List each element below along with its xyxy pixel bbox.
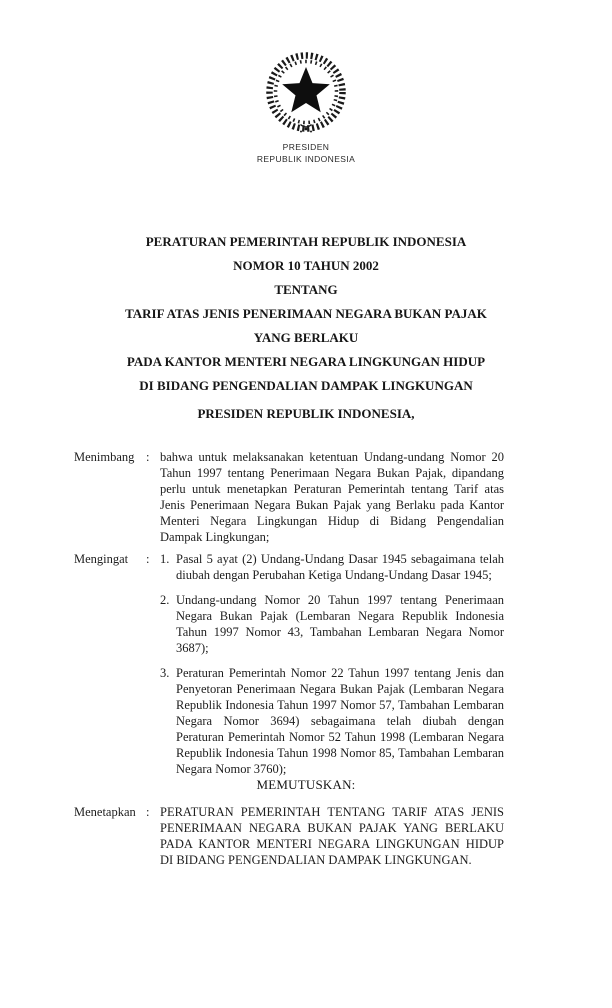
title-line-3: TENTANG [274, 282, 338, 297]
title-line-5: YANG BERLAKU [253, 330, 359, 345]
letterhead-presiden: PRESIDEN [282, 142, 330, 152]
menimbang-text: bahwa untuk melaksanakan ketentuan Undang-undang Nomor 20 Tahun 1997 tentang Penerimaan Negara Bukan Pajak, dipandang perlu untuk menetapkan Peraturan Pemerintah tentang Tarif atas Jenis Penerimaan Negara Bukan Pajak yang Berlaku pada Kantor Menteri Negara Lingkungan Hidup di Bidang Pengendalian Dampak Lingkungan; [160, 450, 504, 544]
presidential-seal-icon [258, 52, 354, 138]
title-line-2: NOMOR 10 TAHUN 2002 [233, 258, 379, 273]
title-line-4: TARIF ATAS JENIS PENERIMAAN NEGARA BUKAN PAJAK [125, 306, 487, 321]
section-menetapkan [74, 804, 504, 868]
title-line-1: PERATURAN PEMERINTAH REPUBLIK INDONESIA [145, 234, 467, 249]
mengingat-label: Mengingat [74, 552, 129, 566]
preamble-heading: PRESIDEN REPUBLIK INDONESIA, [197, 406, 415, 421]
section-menimbang [74, 449, 504, 545]
letterhead [0, 52, 612, 165]
menetapkan-label: Menetapkan [74, 805, 136, 819]
letterhead-republik-indonesia: REPUBLIK INDONESIA [256, 154, 356, 164]
item-number: 2. [160, 593, 170, 607]
mengingat-colon: : [146, 552, 150, 566]
menetapkan-colon: : [146, 805, 150, 819]
regulation-title [0, 230, 612, 398]
item-text: Undang-undang Nomor 20 Tahun 1997 tentang Penerimaan Negara Bukan Pajak (Lembaran Negara Republik Indonesia Tahun 1997 Nomor 43, Tambahan Lembaran Negara Nomor 3687); [176, 593, 504, 655]
item-number: 3. [160, 666, 170, 680]
mengingat-list [160, 551, 504, 777]
memutuskan-heading: MEMUTUSKAN: [256, 777, 356, 792]
list-item [160, 551, 504, 583]
item-number: 1. [160, 552, 170, 566]
title-line-7: DI BIDANG PENGENDALIAN DAMPAK LINGKUNGAN [139, 378, 473, 393]
menimbang-colon: : [146, 450, 150, 464]
menetapkan-text: PERATURAN PEMERINTAH TENTANG TARIF ATAS JENIS PENERIMAAN NEGARA BUKAN PAJAK YANG BERLAKU PADA KANTOR MENTERI NEGARA LINGKUNGAN HIDUP DI BIDANG PENGENDALIAN DAMPAK LINGKUNGAN. [160, 805, 504, 867]
list-item [160, 592, 504, 656]
section-mengingat [74, 551, 504, 777]
title-line-6: PADA KANTOR MENTERI NEGARA LINGKUNGAN HIDUP [126, 354, 486, 369]
list-item [160, 665, 504, 777]
item-text: Peraturan Pemerintah Nomor 22 Tahun 1997 tentang Jenis dan Penyetoran Penerimaan Negara Bukan Pajak (Lembaran Negara Republik Indonesia Tahun 1997 Nomor 57, Tambahan Lembaran Negara Nomor 3694) sebagaimana telah diubah dengan Peraturan Pemerintah Nomor 52 Tahun 1998 (Lembaran Negara Republik Indonesia Tahun 1998 Nomor 85, Tambahan Lembaran Negara Nomor 3760); [176, 666, 504, 776]
item-text: Pasal 5 ayat (2) Undang-Undang Dasar 1945 sebagaimana telah diubah dengan Perubahan Ketiga Undang-Undang Dasar 1945; [176, 552, 504, 582]
menimbang-label: Menimbang [74, 450, 135, 464]
